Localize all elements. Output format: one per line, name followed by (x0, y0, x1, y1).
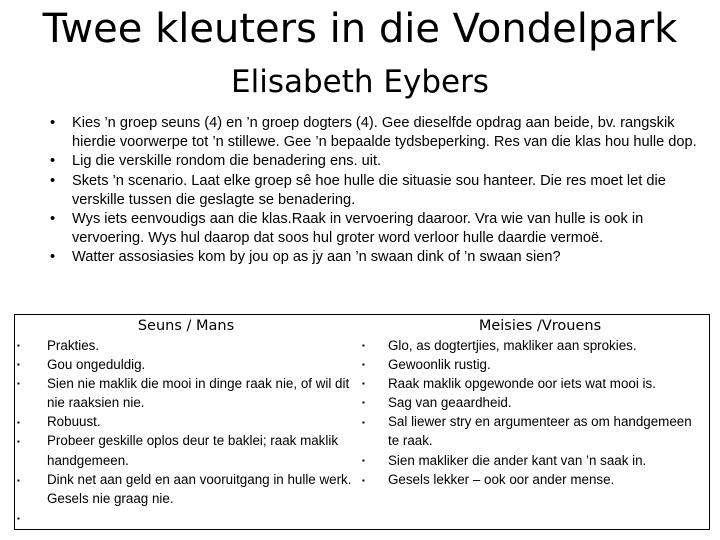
list-item: Sag van geaardheid. (388, 395, 512, 411)
square-bullet-icon: ▪ (362, 398, 365, 407)
list-item: Dink net aan geld en aan vooruitgang in hulle werk. (47, 471, 352, 487)
intro-item: • Watter assosiasies kom by jou op as jy aan ’n swaan dink of ’n swaan sien? (44, 248, 704, 267)
list-item: Gou ongeduldig. (47, 357, 146, 373)
square-bullet-icon: ▪ (362, 418, 365, 427)
square-bullet-icon: ▪ (17, 418, 20, 427)
left-column-heading: Seuns / Mans (137, 318, 235, 334)
square-bullet-icon: ▪ (17, 341, 20, 350)
list-item: Glo, as dogtertjies, makliker aan sprokies. (388, 338, 637, 353)
intro-item: • Skets ’n scenario. Laat elke groep sê hoe hulle die situasie sou hanteer. Die res moet let die verskille tussen die geslagte se benadering. (50, 172, 666, 208)
bullet-icon: • (50, 249, 56, 266)
square-bullet-icon: ▪ (17, 379, 20, 388)
intro-bullet-list (44, 114, 704, 268)
square-bullet-icon: ▪ (17, 437, 20, 446)
list-item: Sien makliker die ander kant van ’n saak in. (388, 452, 647, 468)
list-item: Robuust. (47, 414, 101, 430)
right-column-heading: Meisies /Vrouens (478, 318, 602, 334)
list-item: Sien nie maklik die mooi in dinge raak nie, of wil dit nie raaksien nie. (47, 376, 350, 411)
square-bullet-icon: ▪ (362, 476, 365, 485)
square-bullet-icon: ▪ (362, 379, 365, 388)
list-item: Sal liewer stry en argumenteer as om handgemeen te raak. (388, 414, 692, 449)
list-item: Prakties. (47, 338, 100, 353)
bullet-icon: • (50, 211, 56, 228)
square-bullet-icon: ▪ (362, 456, 365, 465)
square-bullet-icon: ▪ (362, 341, 365, 350)
square-bullet-icon: ▪ (17, 476, 20, 485)
intro-item: • Lig die verskille rondom die benadering ens. uit. (44, 152, 704, 171)
slide-subtitle: Elisabeth Eybers (231, 64, 489, 100)
left-column-list (47, 336, 357, 508)
square-bullet-icon: ▪ (17, 514, 20, 523)
list-item: Raak maklik opgewonde oor iets wat mooi is. (388, 376, 656, 392)
bullet-icon: • (50, 153, 56, 170)
list-item: Probeer geskille oplos deur te baklei; raak maklik handgemeen. (47, 433, 339, 468)
slide-title: Twee kleuters in die Vondelpark (42, 6, 678, 52)
square-bullet-icon: ▪ (362, 360, 365, 369)
intro-item: • Wys iets eenvoudigs aan die klas.Raak in vervoering daaroor. Vra wie van hulle is ook in vervoering. Wys hul daarop dat soos hul groter word verloor hulle daardie vermoë. (50, 211, 644, 247)
bullet-icon: • (50, 172, 56, 189)
bullet-icon: • (50, 115, 56, 131)
list-item: Gewoonlik rustig. (388, 357, 491, 373)
square-bullet-icon: ▪ (17, 360, 20, 369)
intro-item: • Kies ’n groep seuns (4) en ’n groep dogters (4). Gee dieselfde opdrag aan beide, bv. rangskik hierdie voorwerpe tot ’n stillewe. Gee ’n bepaalde tydsbeperking. Res van die klas hou hulle dop. (50, 115, 697, 151)
right-column-list (388, 336, 706, 489)
list-item: Gesels lekker – ook oor ander mense. (388, 471, 615, 487)
list-item: Gesels nie graag nie. (47, 490, 174, 506)
